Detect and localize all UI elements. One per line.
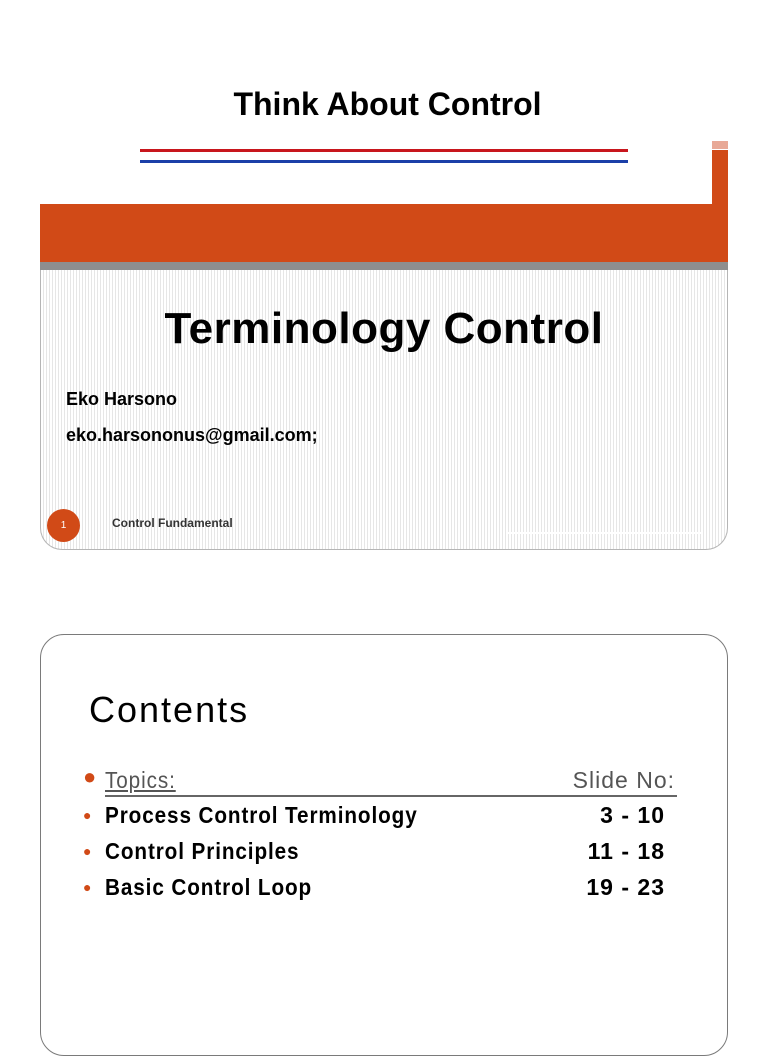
contents-heading: Contents bbox=[89, 689, 250, 730]
slide-range: 11 - 18 bbox=[587, 838, 665, 864]
list-item bbox=[41, 838, 727, 872]
slide-no-header: Slide No: bbox=[572, 767, 675, 793]
slide-footer: Control Fundamental bbox=[112, 516, 233, 530]
topic-label: Process Control Terminology bbox=[105, 802, 418, 828]
slide-range: 3 - 10 bbox=[600, 802, 665, 828]
title-slide bbox=[40, 140, 728, 550]
topic-label: Basic Control Loop bbox=[105, 874, 313, 900]
corner-accent bbox=[712, 150, 728, 205]
footer-line bbox=[508, 532, 702, 534]
header-underline bbox=[105, 795, 677, 797]
bullet-icon: ● bbox=[83, 807, 92, 823]
gray-band bbox=[40, 262, 728, 270]
topics-header: Topics: bbox=[105, 767, 176, 793]
slide-number-badge: 1 bbox=[47, 509, 80, 542]
page-title: Think About Control bbox=[233, 86, 542, 122]
slide-title: Terminology Control bbox=[164, 304, 604, 353]
bullet-icon: ● bbox=[83, 843, 92, 859]
topic-label: Control Principles bbox=[105, 838, 300, 864]
slide-range: 19 - 23 bbox=[586, 874, 665, 900]
bullet-icon: ● bbox=[83, 764, 97, 789]
author-email: eko.harsononus@gmail.com; bbox=[66, 425, 318, 445]
bullet-icon: ● bbox=[83, 879, 92, 895]
orange-banner bbox=[40, 204, 728, 262]
corner-accent-light bbox=[712, 141, 728, 149]
author-name: Eko Harsono bbox=[66, 389, 178, 409]
list-item bbox=[41, 802, 727, 836]
contents-slide bbox=[40, 634, 728, 1056]
list-item bbox=[41, 874, 727, 908]
